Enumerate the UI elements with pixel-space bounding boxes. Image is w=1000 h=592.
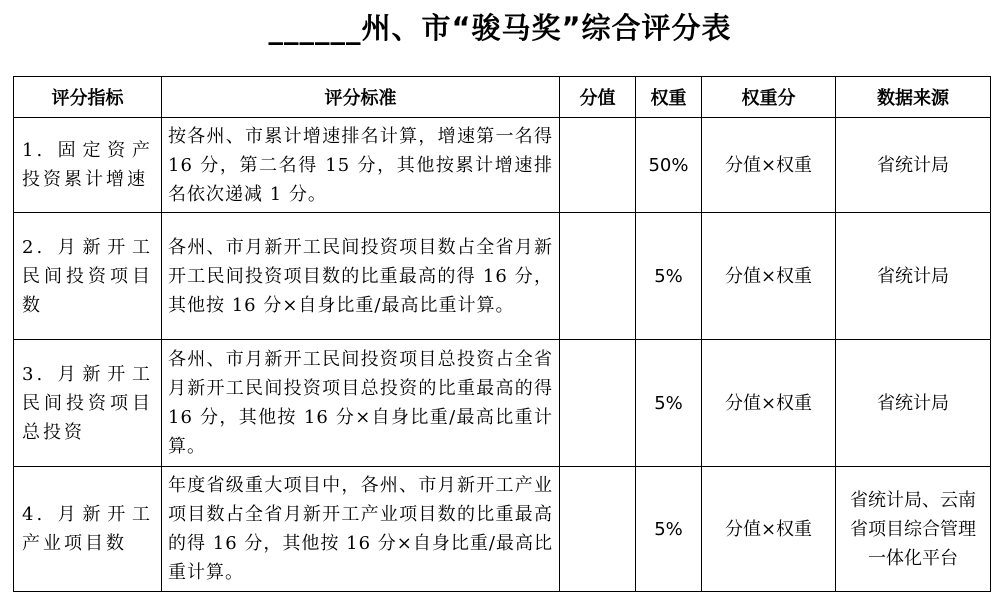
score-cell [560,467,636,592]
table-row [14,213,991,340]
indicator-cell: 1. 固定资产投资累计增速 [14,118,162,213]
data-source-cell: 省统计局 [836,213,991,340]
page-title: ______州、市“骏马奖”综合评分表 [268,11,732,45]
header-weight: 权重 [636,77,702,118]
criteria-cell: 各州、市月新开工民间投资项目总投资占全省月新开工民间投资项目总投资的比重最高的得 16 分，其他按 16 分×自身比重/最高比重计算。 [162,340,560,467]
data-source-cell: 省统计局 [836,340,991,467]
header-indicator: 评分指标 [14,77,162,118]
weighted-score-cell: 分值×权重 [702,467,836,592]
table-row [14,467,991,592]
data-source-cell: 省统计局、云南省项目综合管理一体化平台 [836,467,991,592]
criteria-cell: 年度省级重大项目中，各州、市月新开工产业项目数占全省月新开工产业项目数的比重最高的得 16 分，其他按 16 分×自身比重/最高比重计算。 [162,467,560,592]
score-cell [560,213,636,340]
weighted-score-cell: 分值×权重 [702,118,836,213]
criteria-cell: 各州、市月新开工民间投资项目数占全省月新开工民间投资项目数的比重最高的得 16 分，其他按 16 分×自身比重/最高比重计算。 [162,213,560,340]
criteria-cell: 按各州、市累计增速排名计算，增速第一名得 16 分，第二名得 15 分，其他按累计增速排名依次递减 1 分。 [162,118,560,213]
header-score: 分值 [560,77,636,118]
data-source-cell: 省统计局 [836,118,991,213]
score-cell [560,340,636,467]
header-data-source: 数据来源 [836,77,991,118]
weight-cell: 50% [636,118,702,213]
table-row [14,118,991,213]
weight-cell: 5% [636,213,702,340]
indicator-cell: 3. 月新开工民间投资项目总投资 [14,340,162,467]
indicator-cell: 4. 月新开工产业项目数 [14,467,162,592]
score-table [13,76,991,592]
table-row [14,340,991,467]
weighted-score-cell: 分值×权重 [702,340,836,467]
header-criteria: 评分标准 [162,77,560,118]
indicator-cell: 2. 月新开工民间投资项目数 [14,213,162,340]
table-header-row [14,77,991,118]
weight-cell: 5% [636,340,702,467]
weighted-score-cell: 分值×权重 [702,213,836,340]
weight-cell: 5% [636,467,702,592]
score-cell [560,118,636,213]
header-weighted-score: 权重分 [702,77,836,118]
